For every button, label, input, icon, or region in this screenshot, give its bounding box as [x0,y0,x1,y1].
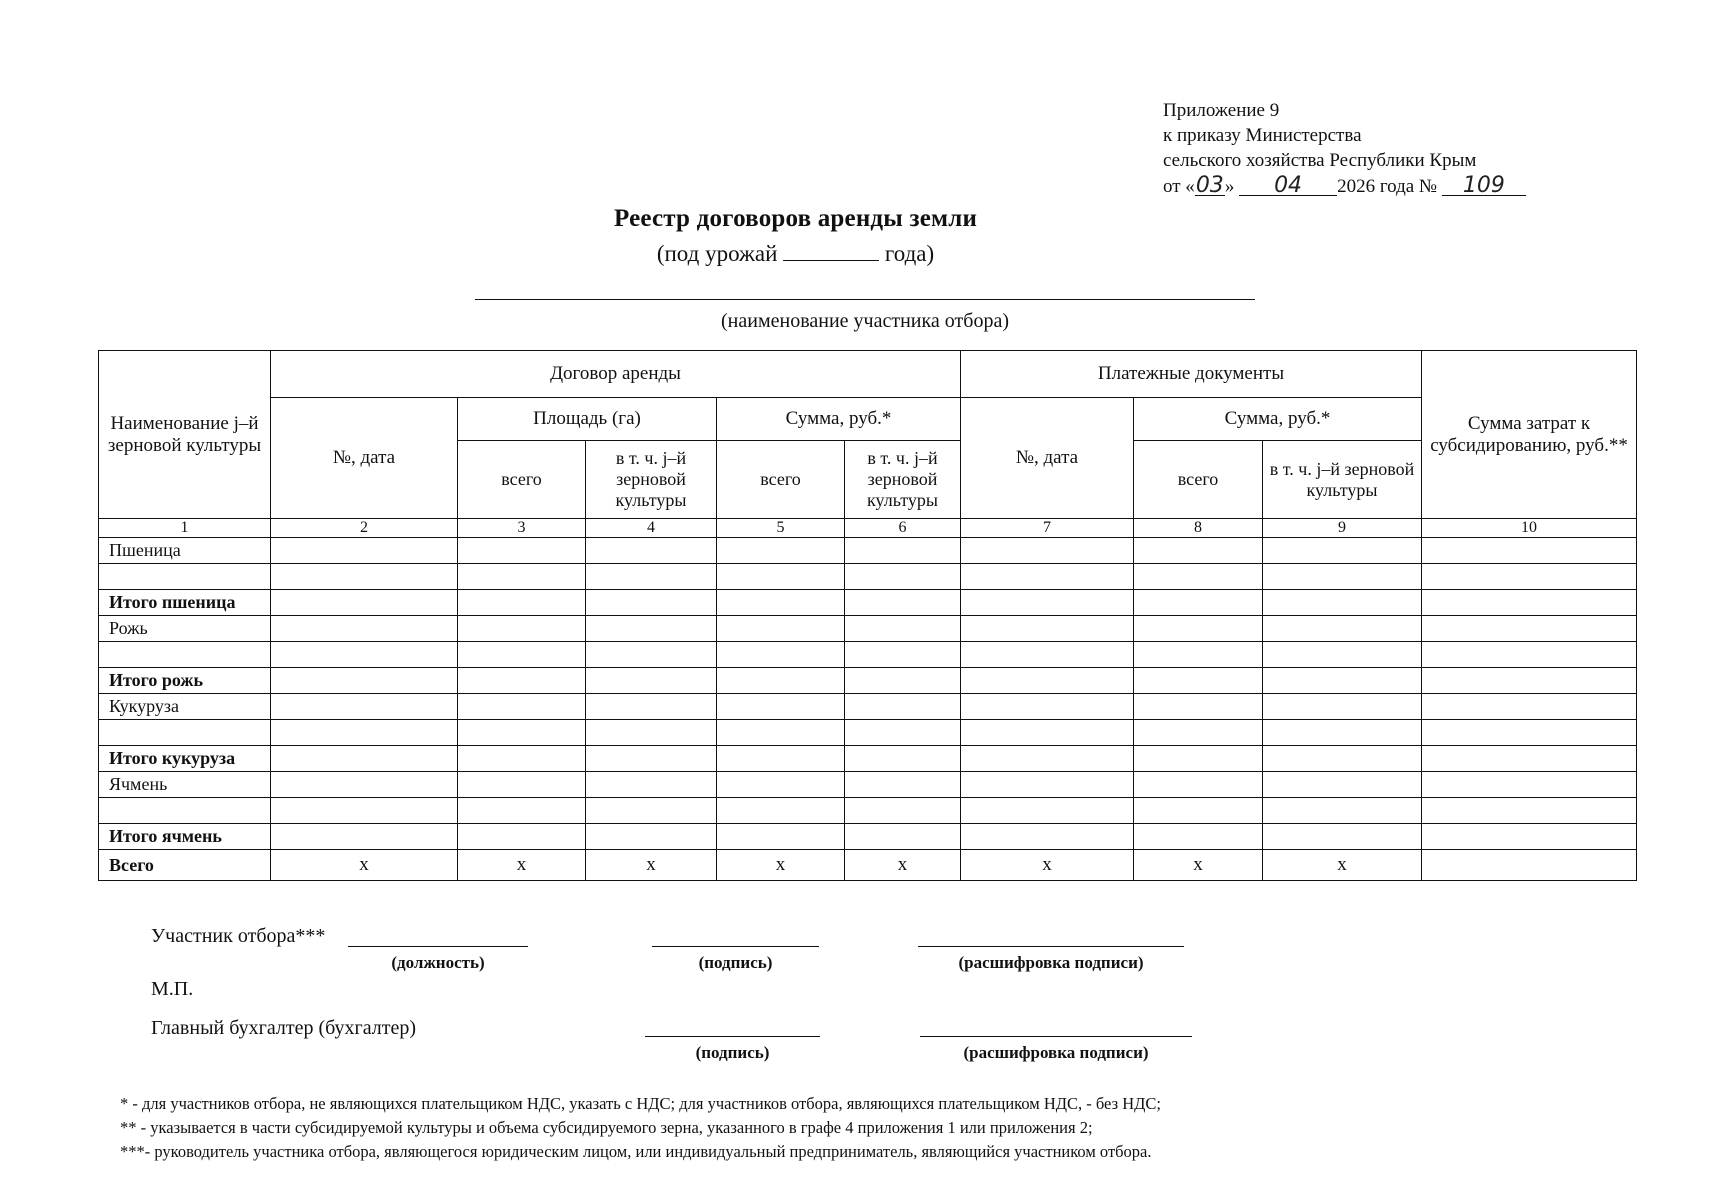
table-cell[interactable] [961,538,1134,564]
grand-total-row [99,850,1637,881]
table-cell[interactable] [586,772,717,798]
table-cell[interactable] [1134,798,1263,824]
accountant-signature-line [645,1036,820,1037]
table-cell[interactable] [458,616,586,642]
grand-total-label: Всего [99,850,271,881]
table-cell[interactable] [458,720,586,746]
column-number: 8 [1134,519,1263,538]
table-cell[interactable] [845,694,961,720]
column-number-row [99,519,1637,538]
header-culture: Наименование j–й зерновой культуры [99,351,271,519]
table-cell[interactable] [1263,746,1422,772]
table-cell[interactable] [1422,746,1637,772]
table-cell[interactable] [845,772,961,798]
table-cell[interactable] [1422,824,1637,850]
annex-header [1163,98,1526,199]
table-cell[interactable] [1263,538,1422,564]
table-cell[interactable] [717,720,845,746]
table-cell[interactable] [845,798,961,824]
column-number: 5 [717,519,845,538]
table-cell[interactable] [586,824,717,850]
table-cell[interactable] [1422,798,1637,824]
table-cell[interactable] [1134,694,1263,720]
table-cell[interactable] [1263,694,1422,720]
table-cell[interactable] [845,564,961,590]
participant-signature-label: Участник отбора*** [151,925,326,947]
decode-caption: (расшифровка подписи) [958,953,1144,972]
table-cell[interactable] [586,668,717,694]
total-cell: x [961,850,1134,881]
table-cell[interactable] [717,772,845,798]
table-row [99,694,1637,720]
column-number: 6 [845,519,961,538]
accountant-signature-caption: (подпись) [695,1043,770,1062]
table-cell[interactable] [586,590,717,616]
table-cell[interactable] [271,642,458,668]
table-cell[interactable] [271,694,458,720]
table-row [99,746,1637,772]
culture-row-label: Ячмень [99,772,271,798]
table-cell[interactable] [1134,590,1263,616]
lease-registry-table [98,350,1637,881]
harvest-prefix: (под урожай [656,241,778,266]
table-cell[interactable] [458,642,586,668]
table-cell[interactable] [458,824,586,850]
header-payment-sum: Сумма, руб.* [1134,398,1422,441]
table-cell[interactable] [1134,564,1263,590]
table-row [99,616,1637,642]
table-cell[interactable] [1134,772,1263,798]
table-cell[interactable] [1263,668,1422,694]
header-payment-documents: Платежные документы [961,351,1422,398]
table-cell[interactable] [1263,642,1422,668]
table-cell[interactable] [271,720,458,746]
table-cell[interactable] [1422,616,1637,642]
table-cell[interactable] [1263,772,1422,798]
table-cell[interactable] [586,564,717,590]
table-cell[interactable] [271,564,458,590]
table-row [99,642,1637,668]
total-cell: x [717,850,845,881]
table-body [99,538,1637,850]
table-cell[interactable] [961,616,1134,642]
accountant-signature-label: Главный бухгалтер (бухгалтер) [151,1017,417,1039]
table-row [99,538,1637,564]
table-cell[interactable] [1134,746,1263,772]
table-cell[interactable] [271,772,458,798]
table-cell[interactable] [458,564,586,590]
signature-caption: (подпись) [698,953,773,972]
table-row [99,824,1637,850]
table-cell[interactable] [1422,538,1637,564]
total-cell: x [845,850,961,881]
annex-number-handwritten: 109 [1442,173,1526,196]
column-number: 7 [961,519,1134,538]
table-cell[interactable] [271,538,458,564]
table-cell[interactable] [717,824,845,850]
annex-line-1: Приложение 9 [1163,100,1280,121]
annex-month-handwritten: 04 [1239,173,1337,196]
table-cell[interactable] [586,538,717,564]
participant-name-caption: (наименование участника отбора) [721,310,1009,332]
column-number: 2 [271,519,458,538]
table-cell[interactable] [1422,772,1637,798]
participant-name-line [475,299,1255,300]
signature-line [652,946,819,947]
table-cell[interactable] [1422,668,1637,694]
position-line [348,946,528,947]
table-cell[interactable] [271,824,458,850]
table-cell[interactable] [586,642,717,668]
header-lease-contract: Договор аренды [271,351,961,398]
culture-row-label: Кукуруза [99,694,271,720]
footnote-1: * - для участников отбора, не являющихся плательщиком НДС, указать с НДС; для участников отбора, являющихся плательщиком НДС, - без НДС; [120,1094,1161,1113]
table-cell[interactable] [961,642,1134,668]
table-row [99,590,1637,616]
header-payment-sum-incl: в т. ч. j–й зерновой культуры [1263,441,1422,519]
table-cell[interactable] [717,590,845,616]
table-cell[interactable] [961,798,1134,824]
stamp-place: М.П. [151,978,194,1000]
table-cell[interactable] [717,642,845,668]
table-cell[interactable] [1134,538,1263,564]
table-cell[interactable] [845,538,961,564]
total-cell: x [458,850,586,881]
table-cell[interactable] [717,694,845,720]
harvest-line [0,240,1711,267]
table-cell[interactable] [586,694,717,720]
table-cell[interactable] [586,720,717,746]
table-cell[interactable] [1134,824,1263,850]
table-row [99,564,1637,590]
table-cell[interactable] [845,746,961,772]
table-cell[interactable] [845,668,961,694]
culture-row-label: Итого кукуруза [99,746,271,772]
footnote-3: ***- руководитель участника отбора, являющегося юридическим лицом, или индивидуальный предприниматель, являющийся участником отбора. [120,1142,1152,1161]
annex-year-text: 2026 года № [1337,176,1438,197]
table-cell[interactable] [1422,590,1637,616]
table-cell[interactable] [458,590,586,616]
harvest-year-blank [783,240,879,261]
table-row [99,668,1637,694]
document-title-block [0,205,1711,233]
table-cell[interactable] [717,798,845,824]
table-cell[interactable] [961,824,1134,850]
table-cell[interactable] [458,668,586,694]
table-row [99,772,1637,798]
annex-date-line [1163,173,1526,199]
header-lease-number-date: №, дата [271,398,458,519]
header-lease-sum: Сумма, руб.* [717,398,961,441]
position-caption: (должность) [391,953,485,972]
culture-row-label: Итого пшеница [99,590,271,616]
table-cell[interactable] [1263,798,1422,824]
table-cell[interactable] [1263,564,1422,590]
total-cell: x [1263,850,1422,881]
culture-row-label [99,720,271,746]
annex-line-2: к приказу Министерства [1163,125,1362,146]
column-number: 3 [458,519,586,538]
culture-row-label [99,564,271,590]
footnote-2: ** - указывается в части субсидируемой культуры и объема субсидируемого зерна, указанного в графе 4 приложения 1 или приложения 2; [120,1118,1093,1137]
document-title: Реестр договоров аренды земли [613,205,978,232]
table-cell[interactable] [1263,590,1422,616]
table-cell[interactable] [845,642,961,668]
column-number: 9 [1263,519,1422,538]
table-cell[interactable] [1134,642,1263,668]
header-subsidy-costs: Сумма затрат к субсидированию, руб.** [1422,351,1637,519]
culture-row-label [99,642,271,668]
table-cell[interactable] [458,746,586,772]
table-cell[interactable] [717,564,845,590]
table-cell[interactable] [458,772,586,798]
accountant-decode-line [920,1036,1192,1037]
header-area: Площадь (га) [458,398,717,441]
table-cell[interactable] [586,746,717,772]
table-cell[interactable] [961,746,1134,772]
table-cell[interactable] [1422,694,1637,720]
total-cell [1422,850,1637,881]
table-cell[interactable] [1422,720,1637,746]
table-cell[interactable] [458,538,586,564]
table-cell[interactable] [1263,824,1422,850]
table-cell[interactable] [271,616,458,642]
table-cell[interactable] [1422,642,1637,668]
table-cell[interactable] [271,798,458,824]
table-cell[interactable] [458,694,586,720]
table-cell[interactable] [961,668,1134,694]
table-cell[interactable] [1422,564,1637,590]
table-cell[interactable] [717,668,845,694]
annex-date-prefix: от « [1163,176,1195,197]
header-lease-sum-incl: в т. ч. j–й зерновой культуры [845,441,961,519]
table-cell[interactable] [845,720,961,746]
table-cell[interactable] [961,590,1134,616]
table-cell[interactable] [1263,720,1422,746]
table-cell[interactable] [1134,720,1263,746]
table-cell[interactable] [271,746,458,772]
table-cell[interactable] [961,694,1134,720]
table-cell[interactable] [1263,616,1422,642]
header-area-incl: в т. ч. j–й зерновой культуры [586,441,717,519]
header-lease-sum-total: всего [717,441,845,519]
table-row [99,720,1637,746]
table-cell[interactable] [961,564,1134,590]
table-cell[interactable] [1134,616,1263,642]
total-cell: x [586,850,717,881]
column-number: 4 [586,519,717,538]
total-cell: x [1134,850,1263,881]
table-cell[interactable] [961,772,1134,798]
header-area-total: всего [458,441,586,519]
table-cell[interactable] [717,538,845,564]
table-cell[interactable] [458,798,586,824]
total-cell: x [271,850,458,881]
culture-row-label: Итого рожь [99,668,271,694]
header-payment-number-date: №, дата [961,398,1134,519]
culture-row-label: Пшеница [99,538,271,564]
table-cell[interactable] [717,746,845,772]
table-cell[interactable] [1134,668,1263,694]
table-cell[interactable] [271,668,458,694]
table-cell[interactable] [586,798,717,824]
harvest-suffix: года) [884,241,935,266]
decode-line [918,946,1184,947]
column-number: 1 [99,519,271,538]
annex-line-3: сельского хозяйства Республики Крым [1163,150,1477,171]
culture-row-label: Итого ячмень [99,824,271,850]
table-cell[interactable] [845,616,961,642]
table-cell[interactable] [961,720,1134,746]
culture-row-label [99,798,271,824]
table-cell[interactable] [717,616,845,642]
header-payment-sum-total: всего [1134,441,1263,519]
annex-day-suffix: » [1224,176,1235,197]
annex-day-handwritten: 03 [1195,173,1224,198]
culture-row-label: Рожь [99,616,271,642]
accountant-decode-caption: (расшифровка подписи) [963,1043,1149,1062]
table-cell[interactable] [271,590,458,616]
table-row [99,798,1637,824]
table-cell[interactable] [845,590,961,616]
column-number: 10 [1422,519,1637,538]
table-cell[interactable] [845,824,961,850]
table-cell[interactable] [586,616,717,642]
